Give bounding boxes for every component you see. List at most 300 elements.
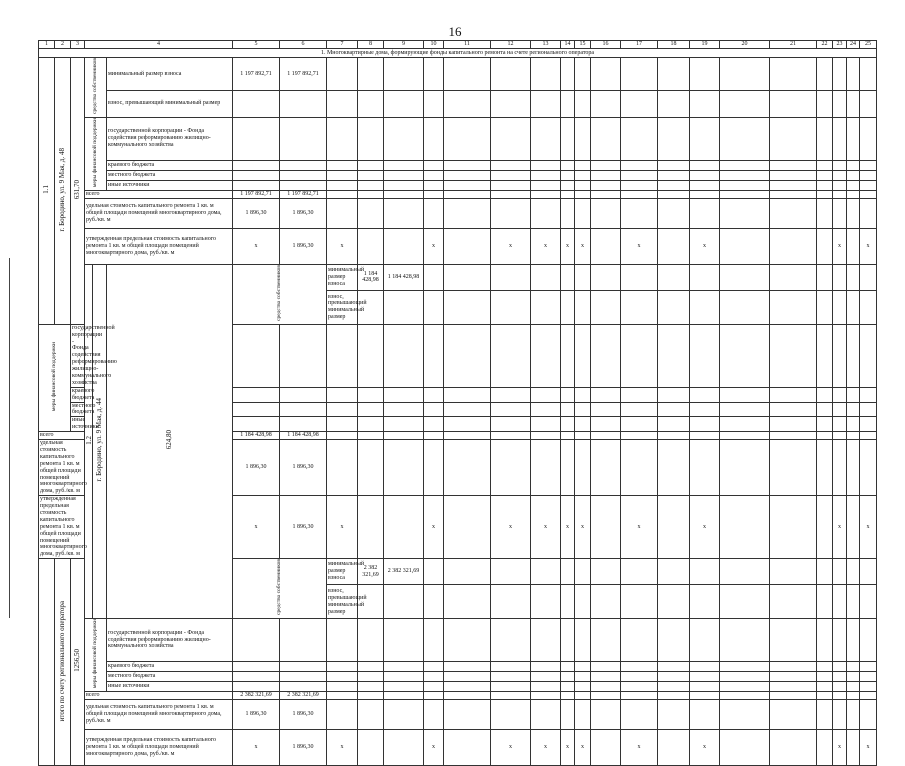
- empty-cell: [424, 671, 444, 681]
- empty-cell: [561, 671, 575, 681]
- empty-cell: [690, 387, 720, 402]
- empty-cell: [770, 440, 817, 496]
- empty-cell: [817, 417, 833, 432]
- empty-cell: [720, 619, 770, 662]
- house-area: [71, 58, 85, 325]
- empty-cell: [720, 730, 770, 766]
- empty-cell: [690, 90, 720, 117]
- row-label: государственной корпорации - Фонда содействия реформированию жилищно-коммунального хозяйства: [72, 324, 117, 386]
- empty-cell: [384, 671, 424, 681]
- empty-cell: [860, 559, 877, 585]
- empty-cell: [720, 90, 770, 117]
- house-address: [55, 58, 71, 325]
- empty-cell: [690, 402, 720, 417]
- empty-cell: [575, 58, 591, 91]
- empty-cell: [424, 585, 444, 619]
- empty-cell: [720, 228, 770, 264]
- own-funds-text: средства собственников: [91, 58, 98, 114]
- empty-cell: [817, 432, 833, 440]
- row-label: минимальный размер взноса: [107, 58, 233, 91]
- empty-cell: [860, 324, 877, 387]
- empty-cell: [770, 58, 817, 91]
- empty-cell: [658, 730, 690, 766]
- empty-cell: [770, 387, 817, 402]
- empty-cell: [690, 264, 720, 290]
- empty-cell: [591, 324, 621, 387]
- value-cell: 1 197 892,71: [233, 58, 280, 91]
- x-cell: х: [531, 228, 561, 264]
- empty-cell: [860, 661, 877, 671]
- empty-cell: [575, 559, 591, 585]
- empty-cell: [424, 682, 444, 692]
- empty-cell: [531, 671, 561, 681]
- capital-repair-table: [38, 40, 877, 766]
- empty-cell: [817, 387, 833, 402]
- empty-cell: [833, 90, 847, 117]
- empty-cell: [591, 180, 621, 190]
- empty-cell: [358, 700, 384, 730]
- empty-cell: [575, 90, 591, 117]
- empty-cell: [860, 170, 877, 180]
- empty-cell: [720, 432, 770, 440]
- empty-cell: [833, 170, 847, 180]
- row-label: краевого бюджета: [107, 160, 233, 170]
- empty-cell: [575, 324, 591, 387]
- empty-cell: [591, 559, 621, 585]
- empty-cell: [860, 160, 877, 170]
- house-address: [55, 559, 71, 766]
- empty-cell: [384, 619, 424, 662]
- x-cell: х: [424, 228, 444, 264]
- empty-cell: [658, 58, 690, 91]
- empty-cell: [658, 432, 690, 440]
- empty-cell: [575, 402, 591, 417]
- empty-cell: [833, 661, 847, 671]
- empty-cell: [817, 170, 833, 180]
- header-cell: 10: [424, 41, 444, 49]
- empty-cell: [327, 692, 358, 700]
- empty-cell: [847, 290, 860, 324]
- empty-cell: [621, 417, 658, 432]
- empty-cell: [591, 387, 621, 402]
- empty-cell: [817, 58, 833, 91]
- empty-cell: [358, 730, 384, 766]
- empty-cell: [491, 264, 531, 290]
- empty-cell: [575, 160, 591, 170]
- empty-cell: [358, 661, 384, 671]
- empty-cell: [531, 170, 561, 180]
- empty-cell: [424, 58, 444, 91]
- state-support-label: [39, 324, 71, 431]
- empty-cell: [444, 160, 491, 170]
- empty-cell: [720, 198, 770, 228]
- empty-cell: [817, 730, 833, 766]
- empty-cell: [280, 671, 327, 681]
- empty-cell: [770, 661, 817, 671]
- empty-cell: [424, 290, 444, 324]
- empty-cell: [444, 682, 491, 692]
- empty-cell: [860, 417, 877, 432]
- empty-cell: [491, 58, 531, 91]
- empty-cell: [817, 559, 833, 585]
- empty-cell: [531, 58, 561, 91]
- table-row: [39, 264, 877, 290]
- empty-cell: [531, 417, 561, 432]
- empty-cell: [358, 671, 384, 681]
- empty-cell: [621, 559, 658, 585]
- empty-cell: [575, 619, 591, 662]
- house-number-text: 1.2: [85, 435, 93, 445]
- empty-cell: [591, 671, 621, 681]
- empty-cell: [531, 585, 561, 619]
- empty-cell: [720, 402, 770, 417]
- empty-cell: [621, 402, 658, 417]
- empty-cell: [444, 264, 491, 290]
- empty-cell: [384, 440, 424, 496]
- empty-cell: [621, 440, 658, 496]
- empty-cell: [591, 661, 621, 671]
- empty-cell: [280, 619, 327, 662]
- empty-cell: [561, 692, 575, 700]
- empty-cell: [561, 160, 575, 170]
- section-title: 1. Многоквартирные дома, формирующие фонды капитального ремонта на счете регионального оператора: [39, 49, 877, 58]
- empty-cell: [358, 117, 384, 160]
- empty-cell: [424, 180, 444, 190]
- empty-cell: [531, 198, 561, 228]
- empty-cell: [561, 117, 575, 160]
- empty-cell: [591, 496, 621, 559]
- empty-cell: [817, 440, 833, 496]
- value-cell: 1 896,30: [280, 496, 327, 559]
- x-cell: х: [233, 496, 280, 559]
- empty-cell: [847, 90, 860, 117]
- header-cell: 2: [55, 41, 71, 49]
- x-cell: х: [491, 228, 531, 264]
- empty-cell: [531, 90, 561, 117]
- unit-cost-row: [39, 198, 877, 228]
- empty-cell: [327, 90, 358, 117]
- empty-cell: [658, 661, 690, 671]
- empty-cell: [860, 585, 877, 619]
- value-cell: 1 197 892,71: [233, 190, 280, 198]
- empty-cell: [575, 440, 591, 496]
- header-cell: 18: [658, 41, 690, 49]
- empty-cell: [621, 661, 658, 671]
- state-support-text: меры финансовой поддержки: [91, 619, 98, 689]
- x-cell: х: [531, 730, 561, 766]
- empty-cell: [384, 290, 424, 324]
- empty-cell: [561, 190, 575, 198]
- table-row: [39, 58, 877, 91]
- row-label: удельная стоимость капитального ремонта 1 кв. м общей площади помещений многоквартирного дома, руб./кв. м: [85, 700, 233, 730]
- x-cell: х: [860, 228, 877, 264]
- empty-cell: [491, 700, 531, 730]
- empty-cell: [833, 440, 847, 496]
- x-cell: х: [424, 730, 444, 766]
- empty-cell: [424, 661, 444, 671]
- header-cell: 13: [531, 41, 561, 49]
- empty-cell: [280, 387, 327, 402]
- empty-cell: [847, 417, 860, 432]
- empty-cell: [591, 619, 621, 662]
- empty-cell: [384, 198, 424, 228]
- empty-cell: [444, 402, 491, 417]
- empty-cell: [833, 198, 847, 228]
- empty-cell: [591, 417, 621, 432]
- empty-cell: [424, 417, 444, 432]
- empty-cell: [491, 387, 531, 402]
- row-label: всего: [85, 692, 233, 700]
- house-area: [107, 264, 233, 618]
- table-row: [39, 160, 877, 170]
- empty-cell: [233, 402, 280, 417]
- value-cell: 1 896,30: [280, 700, 327, 730]
- empty-cell: [847, 661, 860, 671]
- empty-cell: [280, 402, 327, 417]
- empty-cell: [384, 496, 424, 559]
- empty-cell: [658, 671, 690, 681]
- empty-cell: [833, 692, 847, 700]
- x-cell: х: [860, 496, 877, 559]
- empty-cell: [575, 682, 591, 692]
- empty-cell: [860, 682, 877, 692]
- empty-cell: [575, 170, 591, 180]
- state-support-text: меры финансовой поддержки: [50, 341, 57, 412]
- empty-cell: [233, 671, 280, 681]
- empty-cell: [690, 619, 720, 662]
- empty-cell: [575, 198, 591, 228]
- empty-cell: [770, 402, 817, 417]
- header-cell: 20: [720, 41, 770, 49]
- empty-cell: [575, 190, 591, 198]
- empty-cell: [833, 324, 847, 387]
- row-label: иные источники: [107, 180, 233, 190]
- empty-cell: [690, 117, 720, 160]
- empty-cell: [720, 387, 770, 402]
- empty-cell: [327, 180, 358, 190]
- value-cell: 1 896,30: [233, 440, 280, 496]
- empty-cell: [384, 432, 424, 440]
- empty-cell: [817, 264, 833, 290]
- house-number: [39, 559, 55, 766]
- empty-cell: [860, 290, 877, 324]
- empty-cell: [444, 324, 491, 387]
- empty-cell: [327, 117, 358, 160]
- empty-cell: [591, 290, 621, 324]
- empty-cell: [817, 290, 833, 324]
- row-label: утвержденная предельная стоимость капитального ремонта 1 кв. м общей площади помещений многоквартирного дома, руб./кв. м: [40, 496, 87, 558]
- empty-cell: [561, 90, 575, 117]
- empty-cell: [561, 682, 575, 692]
- header-cell: 4: [85, 41, 233, 49]
- empty-cell: [561, 170, 575, 180]
- empty-cell: [833, 432, 847, 440]
- empty-cell: [847, 692, 860, 700]
- empty-cell: [833, 264, 847, 290]
- row-label: местного бюджета: [107, 671, 233, 681]
- page-number: 16: [448, 24, 462, 39]
- x-cell: х: [690, 228, 720, 264]
- empty-cell: [860, 619, 877, 662]
- own-funds-label: [233, 559, 327, 619]
- empty-cell: [847, 117, 860, 160]
- header-cell: 6: [280, 41, 327, 49]
- empty-cell: [770, 700, 817, 730]
- empty-cell: [833, 180, 847, 190]
- empty-cell: [658, 585, 690, 619]
- empty-cell: [770, 117, 817, 160]
- empty-cell: [770, 496, 817, 559]
- empty-cell: [233, 90, 280, 117]
- table-row: [39, 682, 877, 692]
- empty-cell: [770, 559, 817, 585]
- empty-cell: [621, 90, 658, 117]
- empty-cell: [817, 160, 833, 170]
- empty-cell: [531, 117, 561, 160]
- empty-cell: [770, 432, 817, 440]
- empty-cell: [491, 440, 531, 496]
- empty-cell: [690, 180, 720, 190]
- empty-cell: [817, 190, 833, 198]
- value-cell: 1 896,30: [233, 198, 280, 228]
- empty-cell: [531, 387, 561, 402]
- empty-cell: [860, 700, 877, 730]
- value-cell: 1 184 428,98: [233, 432, 280, 440]
- empty-cell: [847, 671, 860, 681]
- x-cell: х: [491, 730, 531, 766]
- empty-cell: [770, 290, 817, 324]
- empty-cell: [690, 290, 720, 324]
- empty-cell: [833, 682, 847, 692]
- empty-cell: [327, 387, 358, 402]
- empty-cell: [658, 682, 690, 692]
- empty-cell: [817, 682, 833, 692]
- empty-cell: [358, 324, 384, 387]
- empty-cell: [444, 190, 491, 198]
- empty-cell: [621, 585, 658, 619]
- empty-cell: [847, 58, 860, 91]
- empty-cell: [424, 402, 444, 417]
- empty-cell: [358, 58, 384, 91]
- empty-cell: [575, 117, 591, 160]
- empty-cell: [860, 180, 877, 190]
- x-cell: х: [561, 228, 575, 264]
- empty-cell: [561, 402, 575, 417]
- empty-cell: [770, 160, 817, 170]
- empty-cell: [327, 700, 358, 730]
- empty-cell: [658, 496, 690, 559]
- empty-cell: [591, 90, 621, 117]
- house-address: [93, 264, 107, 618]
- empty-cell: [424, 324, 444, 387]
- empty-cell: [561, 198, 575, 228]
- header-cell: 3: [71, 41, 85, 49]
- empty-cell: [424, 198, 444, 228]
- row-label: иные источники: [107, 682, 233, 692]
- value-cell: 2 382 321,69: [233, 692, 280, 700]
- empty-cell: [621, 290, 658, 324]
- header-cell: 22: [817, 41, 833, 49]
- house-area-text: 624,80: [165, 430, 174, 450]
- empty-cell: [720, 58, 770, 91]
- empty-cell: [847, 440, 860, 496]
- empty-cell: [591, 170, 621, 180]
- header-cell: 1: [39, 41, 55, 49]
- empty-cell: [327, 671, 358, 681]
- empty-cell: [491, 661, 531, 671]
- empty-cell: [491, 160, 531, 170]
- value-cell: 1 197 892,71: [280, 58, 327, 91]
- empty-cell: [770, 170, 817, 180]
- empty-cell: [531, 682, 561, 692]
- empty-cell: [280, 324, 327, 387]
- empty-cell: [424, 559, 444, 585]
- empty-cell: [327, 417, 358, 432]
- empty-cell: [561, 440, 575, 496]
- empty-cell: [847, 432, 860, 440]
- empty-cell: [531, 324, 561, 387]
- empty-cell: [833, 117, 847, 160]
- empty-cell: [817, 228, 833, 264]
- empty-cell: [690, 324, 720, 387]
- empty-cell: [424, 117, 444, 160]
- row-label: государственной корпорации - Фонда содействия реформированию жилищно-коммунального хозяйства: [107, 619, 233, 662]
- empty-cell: [575, 432, 591, 440]
- empty-cell: [327, 402, 358, 417]
- table-row: [39, 180, 877, 190]
- empty-cell: [817, 324, 833, 387]
- empty-cell: [833, 160, 847, 170]
- table-row: [39, 671, 877, 681]
- empty-cell: [690, 585, 720, 619]
- header-cell: 9: [384, 41, 424, 49]
- empty-cell: [233, 387, 280, 402]
- empty-cell: [444, 198, 491, 228]
- empty-cell: [531, 692, 561, 700]
- empty-cell: [384, 228, 424, 264]
- empty-cell: [575, 692, 591, 700]
- value-cell: 1 896,30: [233, 700, 280, 730]
- empty-cell: [233, 324, 280, 387]
- empty-cell: [561, 559, 575, 585]
- value-cell: 1 896,30: [280, 440, 327, 496]
- empty-cell: [384, 730, 424, 766]
- empty-cell: [531, 402, 561, 417]
- empty-cell: [591, 585, 621, 619]
- empty-cell: [531, 432, 561, 440]
- empty-cell: [491, 671, 531, 681]
- empty-cell: [561, 264, 575, 290]
- header-cell: 11: [444, 41, 491, 49]
- empty-cell: [575, 700, 591, 730]
- empty-cell: [358, 180, 384, 190]
- x-cell: х: [491, 496, 531, 559]
- row-label: всего: [39, 432, 85, 440]
- empty-cell: [860, 58, 877, 91]
- empty-cell: [847, 324, 860, 387]
- header-cell: 23: [833, 41, 847, 49]
- empty-cell: [561, 324, 575, 387]
- empty-cell: [233, 417, 280, 432]
- empty-cell: [358, 170, 384, 180]
- empty-cell: [384, 117, 424, 160]
- empty-cell: [233, 180, 280, 190]
- empty-cell: [847, 496, 860, 559]
- x-cell: х: [561, 496, 575, 559]
- empty-cell: [384, 692, 424, 700]
- empty-cell: [720, 170, 770, 180]
- header-cell: 16: [591, 41, 621, 49]
